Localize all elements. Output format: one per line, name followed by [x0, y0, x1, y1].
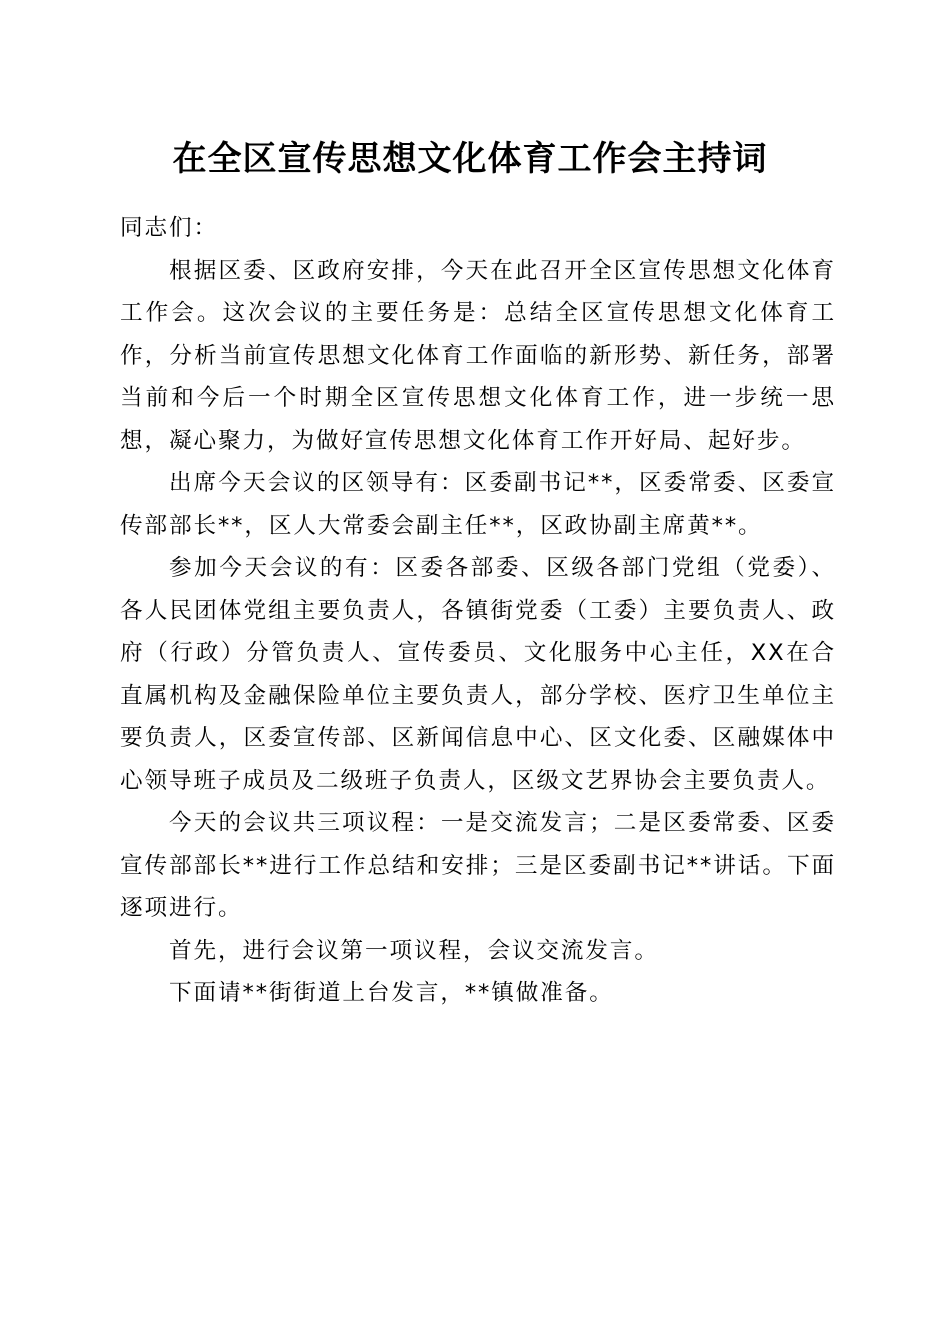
paragraph-agenda: 今天的会议共三项议程：一是交流发言；二是区委常委、区委宣传部部长**进行工作总结和安排；三是区委副书记**讲话。下面逐项进行。: [120, 810, 836, 921]
paragraph-leaders: 出席今天会议的区领导有：区委副书记**，区委常委、区委宣传部部长**，区人大常委会副主任**，区政协副主席黄**。: [120, 470, 836, 539]
paragraph-purpose: 根据区委、区政府安排，今天在此召开全区宣传思想文化体育工作会。这次会议的主要任务是：总结全区宣传思想文化体育工作，分析当前宣传思想文化体育工作面临的新形势、新任务，部署当前和今后一个时期全区宣传思想文化体育工作，进一步统一思想，凝心聚力，为做好宣传思想文化体育工作开好局、起好步。: [120, 257, 836, 454]
document-title: 在全区宣传思想文化体育工作会主持词: [172, 139, 768, 179]
paragraph-attendees: 参加今天会议的有：区委各部委、区级各部门党组（党委）、各人民团体党组主要负责人，各镇街党委（工委）主要负责人、政府（行政）分管负责人、宣传委员、文化服务中心主任，XX在合直属机构及金融保险单位主要负责人，部分学校、医疗卫生单位主要负责人，区委宣传部、区新闻信息中心、区文化委、区融媒体中心领导班子成员及二级班子负责人，区级文艺界协会主要负责人。: [120, 555, 836, 794]
salutation: 同志们：: [120, 215, 218, 241]
paragraph-speaker: 下面请**街街道上台发言，**镇做准备。: [169, 980, 614, 1006]
document-body: [120, 207, 836, 1015]
paragraph-first-item: 首先，进行会议第一项议程，会议交流发言。: [169, 937, 659, 964]
